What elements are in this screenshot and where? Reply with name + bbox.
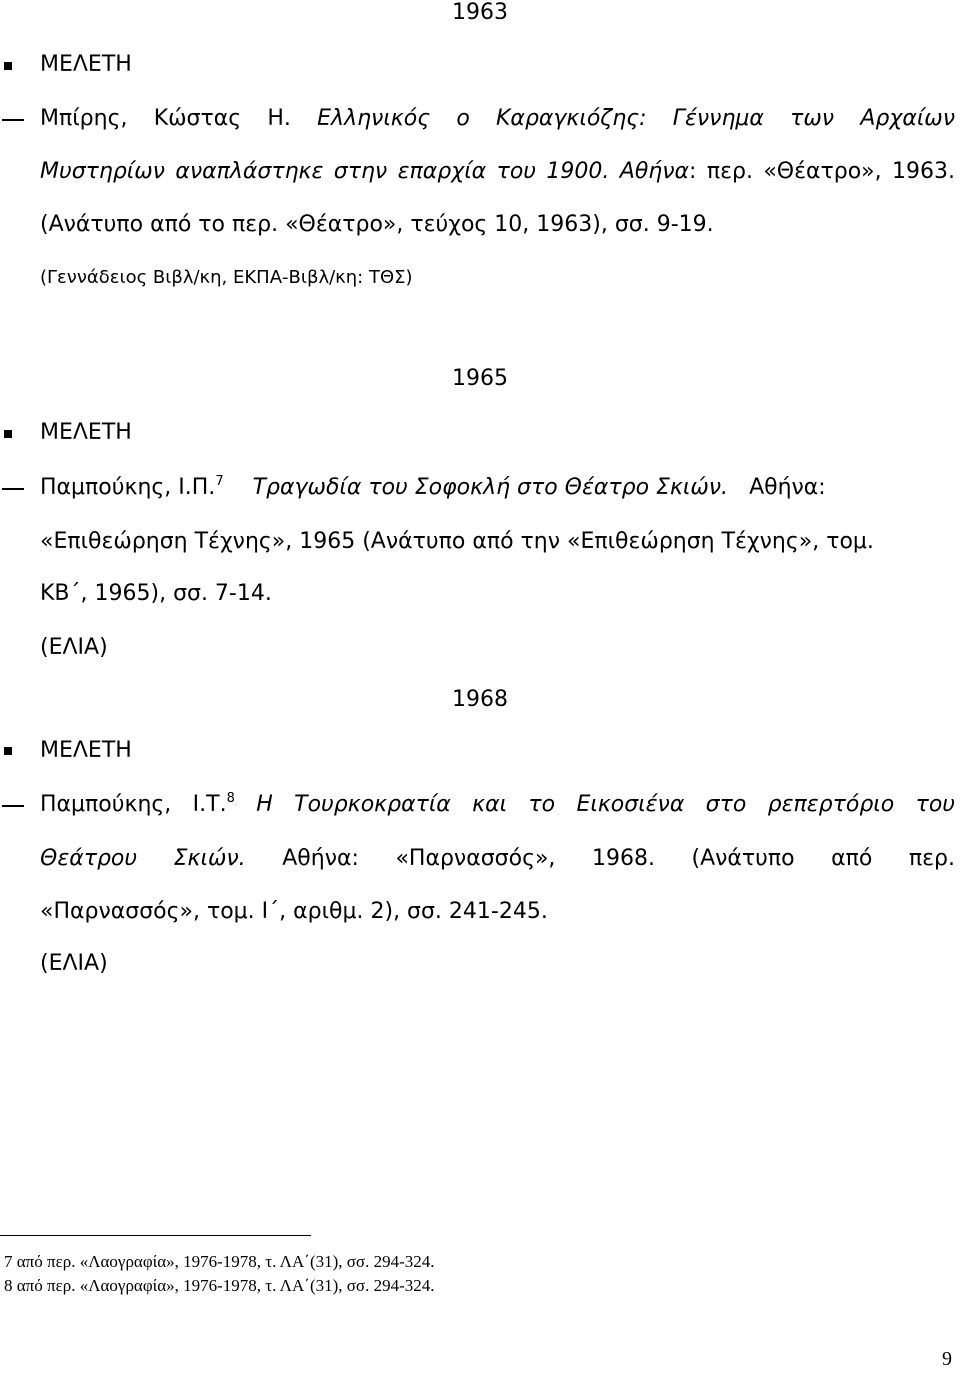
publication-info: : περ. «Θέατρο», 1963. (689, 159, 955, 184)
footnote-ref: 7 (215, 474, 224, 489)
dash-icon (2, 805, 24, 807)
year-heading-1965: 1965 (452, 366, 508, 391)
dash-icon (2, 488, 24, 490)
work-title: Ελληνικός ο Καραγκιόζης: Γέννημα των Αρχαίων (317, 106, 956, 131)
entry-line (40, 159, 955, 184)
publication-place: Αθήνα: (749, 475, 826, 500)
year-heading-1963: 1963 (452, 0, 508, 25)
bullet-icon (4, 430, 12, 438)
footnote-8: 8 από περ. «Λαογραφία», 1976-1978, τ. ΛΑ΄(31), σσ. 294-324. (4, 1276, 435, 1295)
work-title-cont: Μυστηρίων αναπλάστηκε στην επαρχία του 1900. Αθήνα (40, 159, 690, 184)
entry-line (40, 106, 955, 131)
holding-library: (ΕΛΙΑ) (40, 951, 108, 976)
dash-icon (2, 119, 24, 121)
author-name: Παμπούκης, Ι.Π. (40, 475, 216, 500)
year-heading-1968: 1968 (452, 687, 508, 712)
publication-info: «Επιθεώρηση Τέχνης», 1965 (Ανάτυπο από την «Επιθεώρηση Τέχνης», τομ. (40, 529, 874, 554)
entry-line (40, 792, 955, 817)
publication-info: Αθήνα: «Παρνασσός», 1968. (Ανάτυπο από περ. (282, 846, 956, 871)
entry-type-label: ΜΕΛΕΤΗ (40, 420, 132, 445)
page-number: 9 (942, 1348, 952, 1370)
entry-type-label: ΜΕΛΕΤΗ (40, 52, 132, 77)
offprint-info: «Παρνασσός», τομ. Ι΄, αριθμ. 2), σσ. 241-245. (40, 899, 548, 924)
entry-line (40, 475, 826, 500)
work-title-cont: Θεάτρου Σκιών. (40, 846, 246, 871)
footnote-ref: 8 (226, 791, 235, 806)
holding-library: (Γεννάδειος Βιβλ/κη, ΕΚΠΑ-Βιβλ/κη: ΤΘΣ) (40, 267, 413, 288)
author-name: Μπίρης, Κώστας Η. (40, 106, 291, 131)
work-title: Η Τουρκοκρατία και το Εικοσιένα στο ρεπερτόριο του (256, 792, 956, 817)
bullet-icon (4, 62, 12, 70)
holding-library: (ΕΛΙΑ) (40, 635, 108, 660)
entry-type-label: ΜΕΛΕΤΗ (40, 738, 132, 763)
bullet-icon (4, 747, 12, 755)
offprint-info: ΚΒ΄, 1965), σσ. 7-14. (40, 581, 272, 606)
author-name: Παμπούκης, Ι.Τ. (40, 792, 227, 817)
work-title: Τραγωδία του Σοφοκλή στο Θέατρο Σκιών. (252, 475, 729, 500)
offprint-info: (Ανάτυπο από το περ. «Θέατρο», τεύχος 10, 1963), σσ. 9-19. (40, 212, 714, 237)
footnote-7: 7 από περ. «Λαογραφία», 1976-1978, τ. ΛΑ΄(31), σσ. 294-324. (4, 1252, 435, 1271)
entry-line (40, 846, 955, 871)
footnote-separator (0, 1235, 311, 1236)
